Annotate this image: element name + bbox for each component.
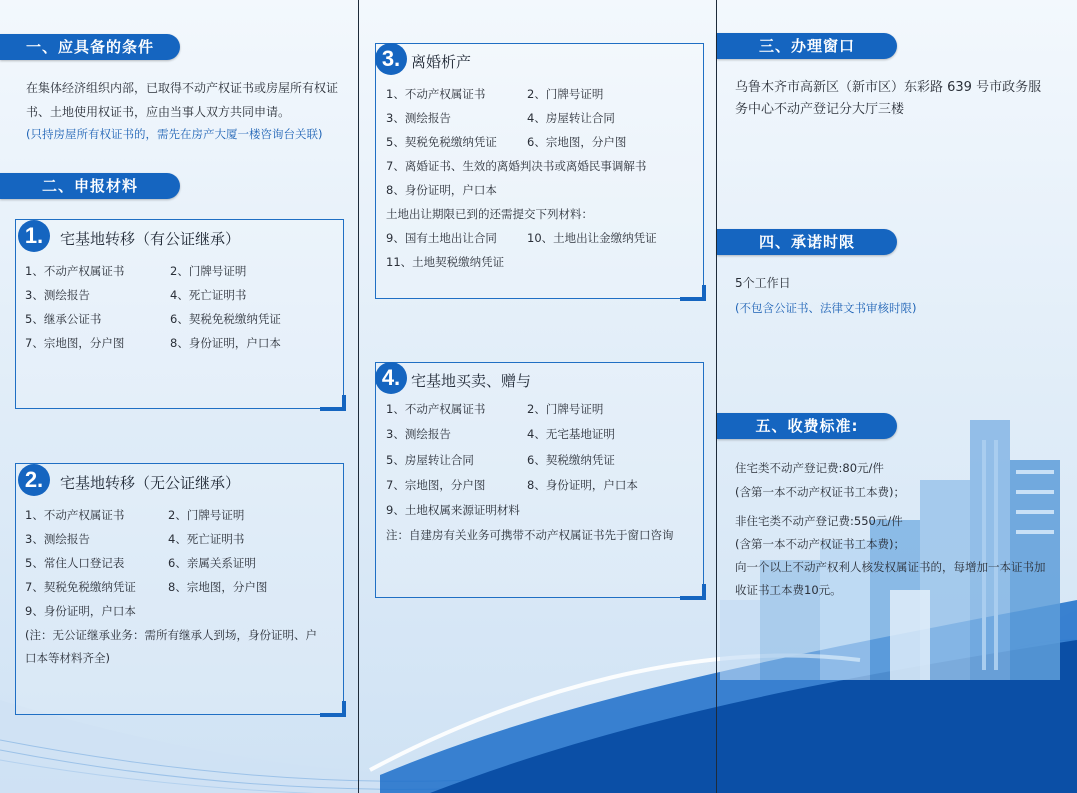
extra-requirement-label: 土地出让期限已到的还需提交下列材料： <box>386 207 593 221</box>
number-badge: 4. <box>375 362 407 394</box>
fee-line: 住宅类不动产登记费:80元/件 <box>735 461 884 475</box>
list-item: 2、门牌号证明 <box>168 508 245 522</box>
list-item: 7、宗地图，分户图 <box>386 478 486 492</box>
list-item: 4、房屋转让合同 <box>527 111 615 125</box>
list-item: 6、契税免税缴纳凭证 <box>170 312 281 326</box>
list-item: 8、身份证明，户口本 <box>386 183 497 197</box>
list-item: 5、房屋转让合同 <box>386 453 474 467</box>
list-item: 2、门牌号证明 <box>527 402 604 416</box>
list-item: 9、土地权属来源证明材料 <box>386 503 520 517</box>
list-item: 2、门牌号证明 <box>170 264 247 278</box>
box-note: 注：自建房有关业务可携带不动产权属证书先于窗口咨询 <box>386 528 674 542</box>
section-title: 三、办理窗口 <box>758 37 855 55</box>
list-item: 7、宗地图，分户图 <box>25 336 125 350</box>
section-heading-office <box>717 33 897 59</box>
number-badge: 2. <box>18 464 50 496</box>
section-title: 二、申报材料 <box>41 177 138 195</box>
list-item: 9、身份证明，户口本 <box>25 604 136 618</box>
list-item: 3、测绘报告 <box>25 288 90 302</box>
section-title: 五、收费标准: <box>755 417 859 435</box>
conditions-note: (只持房屋所有权证书的，需先在房产大厦一楼咨询台关联) <box>26 127 323 141</box>
list-item: 6、宗地图，分户图 <box>527 135 627 149</box>
list-item: 11、土地契税缴纳凭证 <box>386 255 505 269</box>
number-badge: 3. <box>375 43 407 75</box>
office-address-line2: 务中心不动产登记分大厅三楼 <box>735 102 905 117</box>
conditions-text: 在集体经济组织内部，已取得不动产权证书或房屋所有权证书、土地使用权证书，应由当事人双方共同申请。 <box>26 81 339 119</box>
list-item: 1、不动产权属证书 <box>25 508 125 522</box>
section-heading-conditions <box>0 34 180 60</box>
list-item: 6、亲属关系证明 <box>168 556 256 570</box>
box-title: 宅基地转移（有公证继承） <box>60 230 241 248</box>
list-item: 3、测绘报告 <box>25 532 90 546</box>
list-item: 4、无宅基地证明 <box>527 427 615 441</box>
time-limit-text: 5个工作日 <box>735 276 791 290</box>
box-corner <box>702 285 706 301</box>
box-corner <box>342 701 346 717</box>
list-item: 9、国有土地出让合同 <box>386 231 497 245</box>
box-corner <box>702 584 706 600</box>
column-divider <box>358 0 359 793</box>
list-item: 8、身份证明，户口本 <box>170 336 281 350</box>
box-title: 离婚析产 <box>411 53 472 71</box>
box-note: (注：无公证继承业务：需所有继承人到场，身份证明、户 <box>25 628 317 642</box>
time-limit-note: (不包含公证书、法律文书审核时限) <box>735 301 917 315</box>
list-item: 7、离婚证书、生效的离婚判决书或离婚民事调解书 <box>386 159 647 173</box>
fee-line: (含第一本不动产权证书工本费)； <box>735 485 905 499</box>
list-item: 5、常住人口登记表 <box>25 556 125 570</box>
section-title: 一、应具备的条件 <box>25 38 154 56</box>
box-corner <box>342 395 346 411</box>
section-title: 四、承诺时限 <box>758 233 855 251</box>
fee-line: 向一个以上不动产权利人核发权属证书的，每增加一本证书加 <box>735 560 1046 574</box>
fee-line: 非住宅类不动产登记费:550元/件 <box>735 514 903 528</box>
list-item: 3、测绘报告 <box>386 111 451 125</box>
list-item: 1、不动产权属证书 <box>386 402 486 416</box>
column-divider <box>716 0 717 793</box>
box-title: 宅基地买卖、赠与 <box>411 372 532 390</box>
list-item: 10、土地出让金缴纳凭证 <box>527 231 657 245</box>
list-item: 8、身份证明，户口本 <box>527 478 638 492</box>
list-item: 8、宗地图，分户图 <box>168 580 268 594</box>
number-badge: 1. <box>18 220 50 252</box>
list-item: 4、死亡证明书 <box>168 532 245 546</box>
list-item: 5、契税免税缴纳凭证 <box>386 135 497 149</box>
list-item: 4、死亡证明书 <box>170 288 247 302</box>
fee-line: (含第一本不动产权证书工本费)； <box>735 537 905 551</box>
section-heading-materials <box>0 173 180 199</box>
list-item: 1、不动产权属证书 <box>386 87 486 101</box>
fee-line: 收证书工本费10元。 <box>735 583 842 597</box>
box-title: 宅基地转移（无公证继承） <box>60 474 241 492</box>
list-item: 1、不动产权属证书 <box>25 264 125 278</box>
list-item: 6、契税缴纳凭证 <box>527 453 615 467</box>
list-item: 5、继承公证书 <box>25 312 102 326</box>
section-heading-time-limit <box>717 229 897 255</box>
list-item: 2、门牌号证明 <box>527 87 604 101</box>
section-heading-fees <box>717 413 897 439</box>
office-address-line1: 乌鲁木齐市高新区（新市区）东彩路 639 号市政务服 <box>735 80 1042 95</box>
box-note: 口本等材料齐全) <box>25 651 110 665</box>
list-item: 3、测绘报告 <box>386 427 451 441</box>
list-item: 7、契税免税缴纳凭证 <box>25 580 136 594</box>
